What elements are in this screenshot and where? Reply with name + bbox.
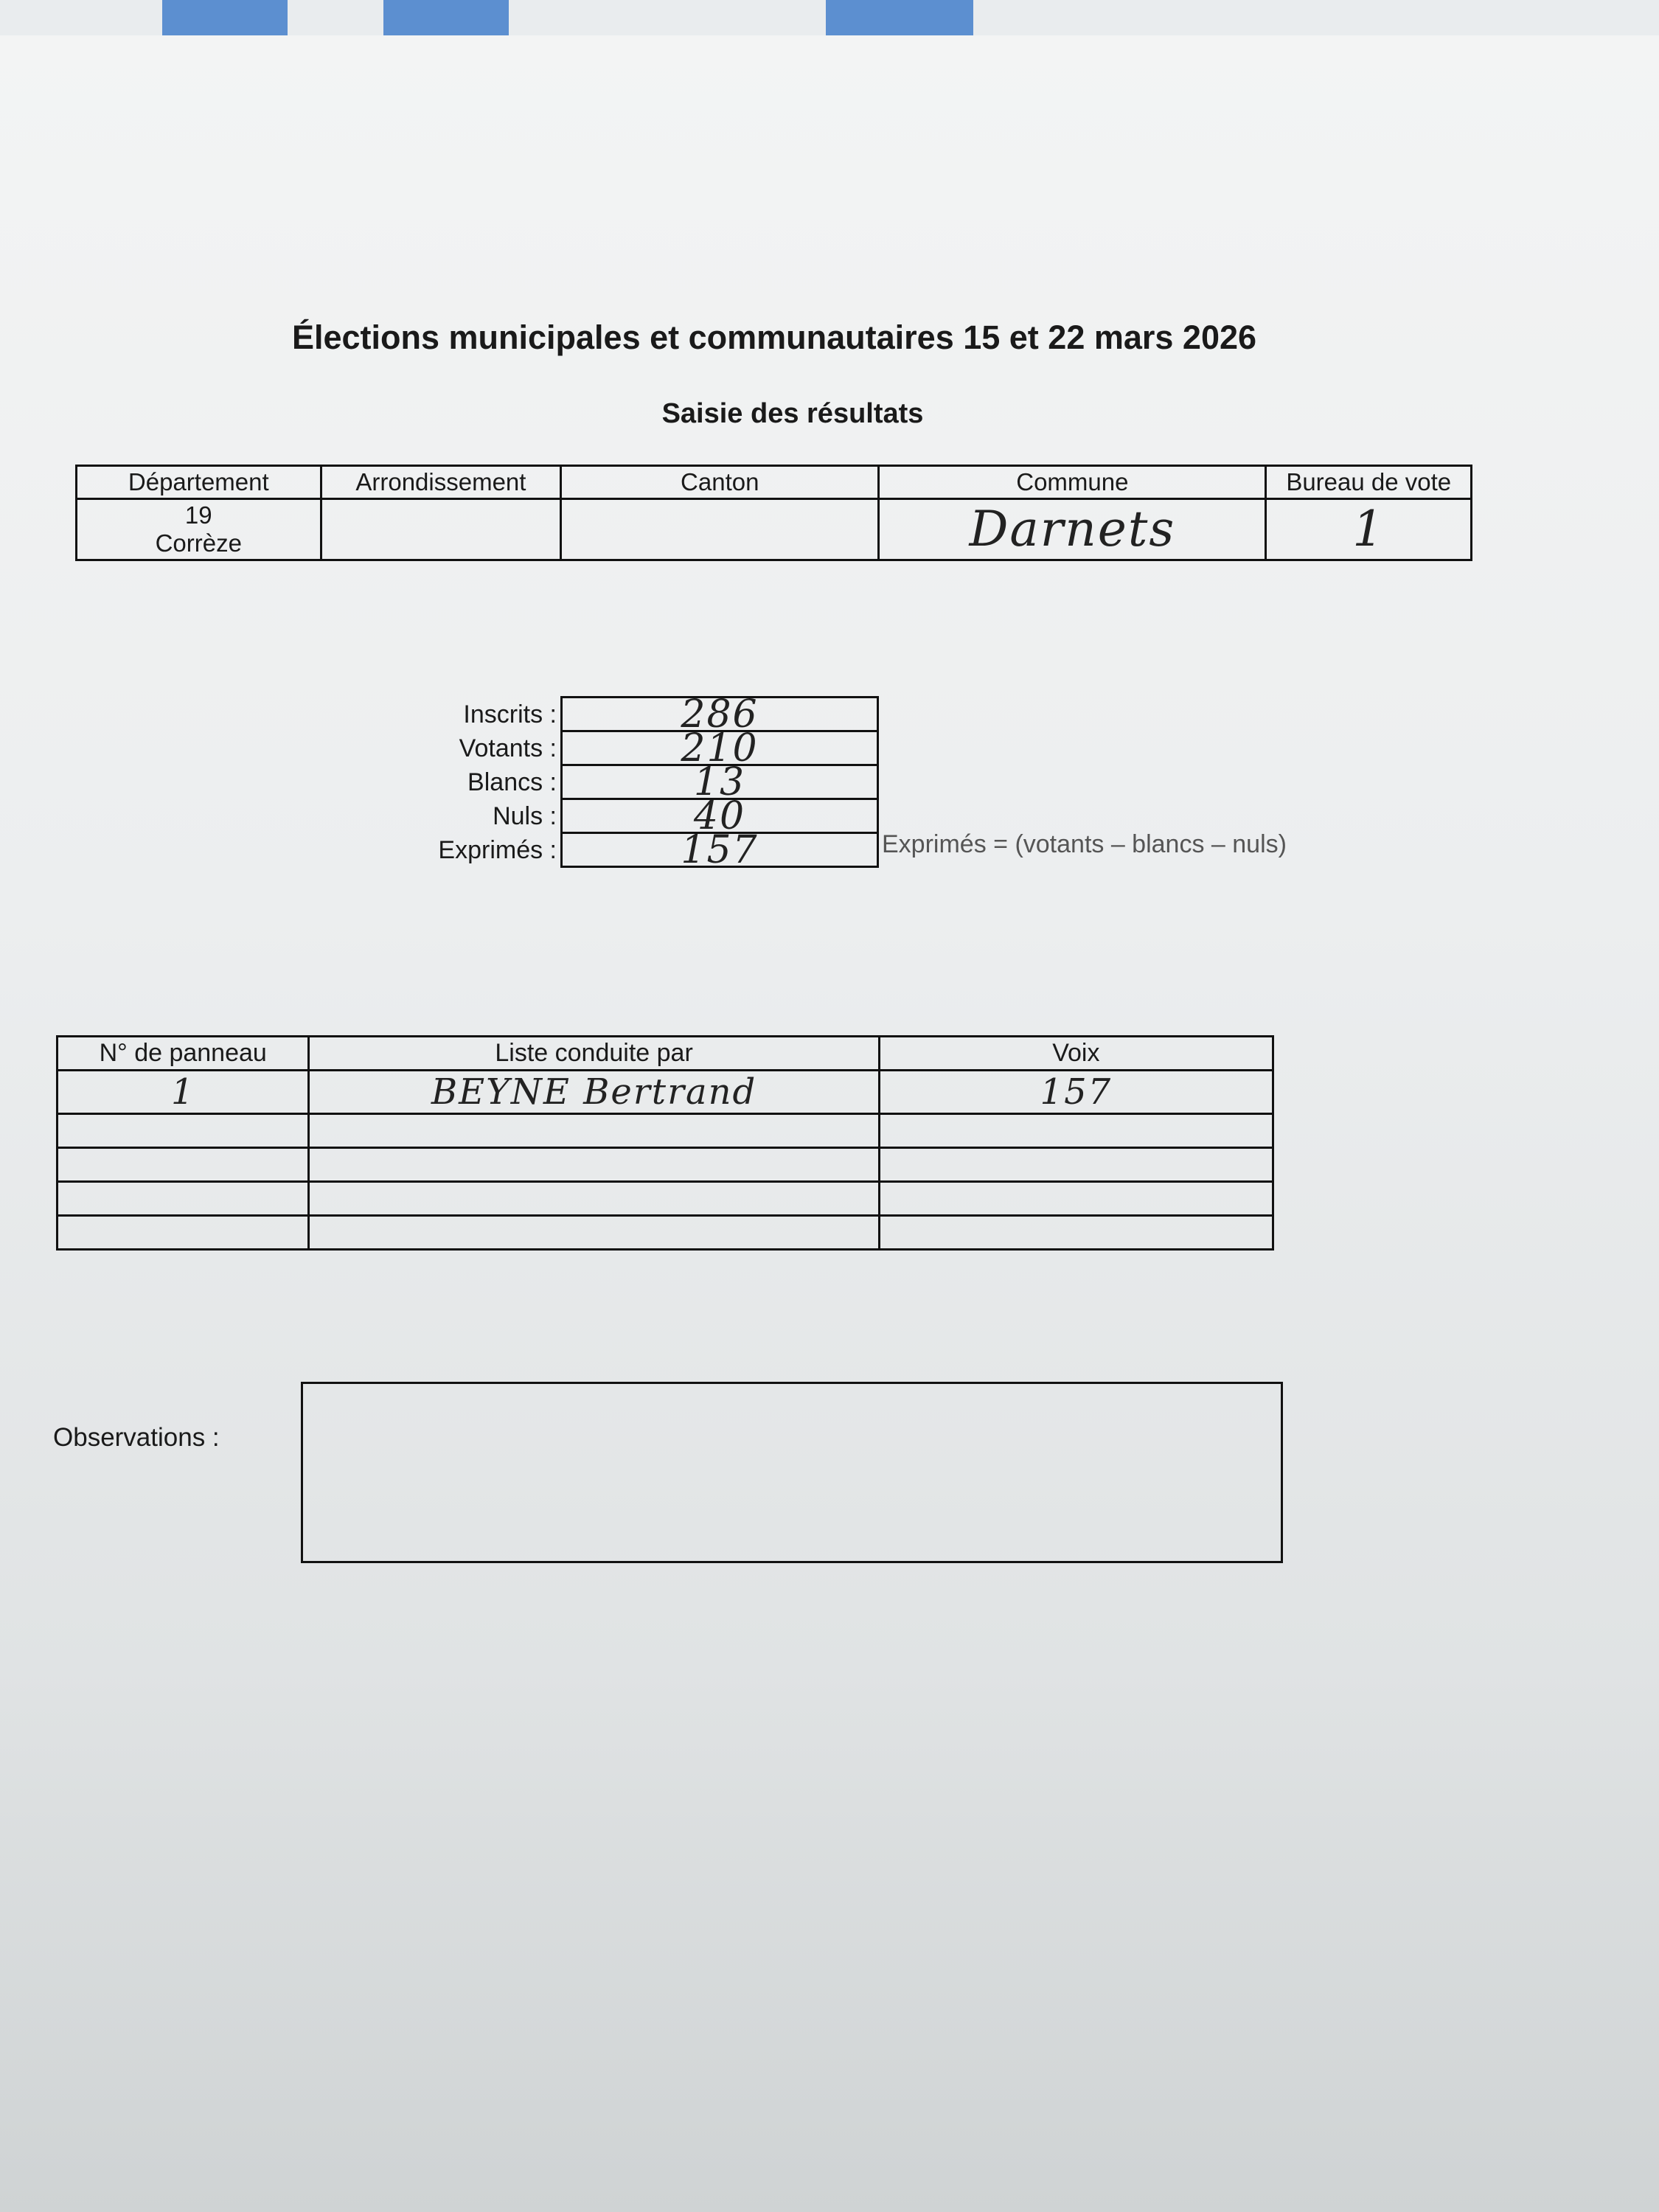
liste-cell bbox=[309, 1114, 879, 1148]
value-exprimes: 157 bbox=[562, 833, 878, 867]
observations-label: Observations : bbox=[53, 1423, 220, 1452]
header-voix: Voix bbox=[879, 1037, 1273, 1071]
table-row bbox=[58, 1071, 1273, 1114]
label-nuls: Nuls : bbox=[493, 802, 557, 830]
departement-cell bbox=[77, 499, 321, 560]
page-subtitle: Saisie des résultats bbox=[661, 398, 924, 429]
panneau-cell: 1 bbox=[58, 1071, 309, 1114]
value-inscrits: 286 bbox=[562, 698, 878, 731]
header-canton: Canton bbox=[561, 466, 879, 499]
arrondissement-cell bbox=[321, 499, 561, 560]
panneau-cell bbox=[58, 1182, 309, 1216]
header-bureau-de-vote: Bureau de vote bbox=[1266, 466, 1472, 499]
liste-cell: BEYNE Bertrand bbox=[309, 1071, 879, 1114]
liste-cell bbox=[309, 1182, 879, 1216]
value-nuls: 40 bbox=[562, 799, 878, 833]
table-row bbox=[58, 1182, 1273, 1216]
departement-name: Corrèze bbox=[155, 529, 242, 557]
voix-cell bbox=[879, 1148, 1273, 1182]
observations-box bbox=[301, 1382, 1283, 1563]
liste-cell bbox=[309, 1148, 879, 1182]
label-votants: Votants : bbox=[459, 734, 557, 762]
header-panneau: N° de panneau bbox=[58, 1037, 309, 1071]
voix-cell bbox=[879, 1114, 1273, 1148]
label-blancs: Blancs : bbox=[467, 768, 557, 796]
stats-table bbox=[560, 692, 879, 872]
voix-cell bbox=[879, 1182, 1273, 1216]
stats-labels bbox=[383, 698, 557, 867]
liste-cell bbox=[309, 1216, 879, 1250]
header-arrondissement: Arrondissement bbox=[321, 466, 561, 499]
commune-value: Darnets bbox=[879, 499, 1266, 560]
table-row bbox=[58, 1216, 1273, 1250]
panneau-cell bbox=[58, 1216, 309, 1250]
voix-cell bbox=[879, 1216, 1273, 1250]
panneau-cell bbox=[58, 1148, 309, 1182]
departement-number: 19 bbox=[184, 501, 212, 529]
exprimes-formula: Exprimés = (votants – blancs – nuls) bbox=[882, 830, 1287, 858]
value-blancs: 13 bbox=[562, 765, 878, 799]
canton-cell bbox=[561, 499, 879, 560]
table-row bbox=[58, 1148, 1273, 1182]
label-exprimes: Exprimés : bbox=[438, 836, 557, 864]
bureau-de-vote-value: 1 bbox=[1266, 499, 1472, 560]
page-title: Élections municipales et communautaires 15 et 22 mars 2026 bbox=[291, 319, 1257, 356]
header-departement: Département bbox=[77, 466, 321, 499]
bleed-through-text bbox=[877, 641, 886, 678]
table-row bbox=[58, 1114, 1273, 1148]
header-commune: Commune bbox=[879, 466, 1266, 499]
location-table bbox=[75, 465, 1472, 561]
header-liste: Liste conduite par bbox=[309, 1037, 879, 1071]
value-votants: 210 bbox=[562, 731, 878, 765]
results-table bbox=[56, 1035, 1274, 1251]
panneau-cell bbox=[58, 1114, 309, 1148]
voix-cell: 157 bbox=[879, 1071, 1273, 1114]
label-inscrits: Inscrits : bbox=[463, 700, 557, 728]
